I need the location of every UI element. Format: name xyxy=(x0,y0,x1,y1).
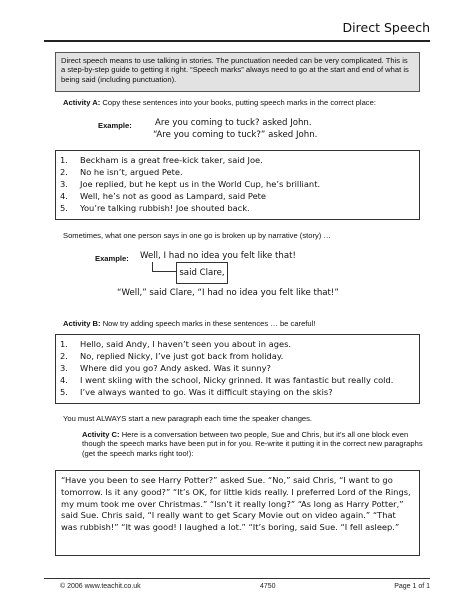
activity-b-label: Activity B: xyxy=(63,319,101,328)
list-item xyxy=(60,374,415,386)
list-item xyxy=(60,338,415,350)
activity-c-instruction xyxy=(82,430,427,458)
activity-b-box xyxy=(55,334,420,404)
item-number: 4. xyxy=(60,191,68,201)
footer-rule xyxy=(44,578,430,579)
item-text: Beckham is a great free-kick taker, said Joe. xyxy=(80,155,263,165)
item-number: 1. xyxy=(60,339,68,349)
narrative-intro: Sometimes, what one person says in one go is broken up by narrative (story) … xyxy=(63,231,332,240)
activity-c-text: Here is a conversation between two people, Sue and Chris, but it’s all one block even though the speech marks have been put in for you. Re-write it putting it in the correct new paragraphs (get the speech marks right too!): xyxy=(82,430,423,458)
activity-c-label: Activity C: xyxy=(82,430,120,439)
activity-b-text: Now try adding speech marks in these sentences … be careful! xyxy=(102,319,316,328)
item-text: I went skiing with the school, Nicky grinned. It was fantastic but really cold. xyxy=(80,375,394,385)
example-label: Example: xyxy=(98,121,132,130)
activity-a-text: Copy these sentences into your books, putting speech marks in the correct place: xyxy=(102,98,376,107)
item-text: Where did you go? Andy asked. Was it sunny? xyxy=(80,363,271,373)
item-number: 3. xyxy=(60,363,68,373)
item-text: Well, he’s not as good as Lampard, said Pete xyxy=(80,191,267,201)
activity-a-label: Activity A: xyxy=(63,98,101,107)
conversation-box: “Have you been to see Harry Potter?” asked Sue. “No,” said Chris, “I want to go tomorrow. Is it any good?” “It’s OK, for little kids really. I preferred Lord of the Rings, my mum took me over Christmas.” “Isn’t it really long?” “As long as Harry Potter,” said Sue. Chris said, “I really want to get Scary Movie out on video again.” “That was rubbish!” “It was good! I laughed a lot.” “It’s boring, said Sue. “I fell asleep.” xyxy=(55,470,420,556)
narrative-example-label: Example: xyxy=(95,254,129,263)
activity-b-instruction xyxy=(63,319,443,328)
list-item xyxy=(60,362,415,374)
item-number: 2. xyxy=(60,167,68,177)
footer xyxy=(44,578,430,594)
footer-copyright: © 2006 www.teachit.co.uk xyxy=(60,583,141,590)
item-number: 2. xyxy=(60,351,68,361)
narrative-example-text: Well, I had no idea you felt like that! xyxy=(140,251,296,261)
narrative-insert-box: said Clare, xyxy=(176,262,228,284)
activity-a-instruction xyxy=(63,98,443,107)
header-rule xyxy=(44,40,430,42)
item-text: Hello, said Andy, I haven’t seen you about in ages. xyxy=(80,339,292,349)
example-before: Are you coming to tuck? asked John. xyxy=(155,118,312,128)
list-item xyxy=(60,202,415,214)
activity-a-box xyxy=(55,150,420,220)
item-number: 5. xyxy=(60,387,68,397)
list-item xyxy=(60,178,415,190)
list-item xyxy=(60,190,415,202)
item-number: 5. xyxy=(60,203,68,213)
item-number: 4. xyxy=(60,375,68,385)
example-after: “Are you coming to tuck?” asked John. xyxy=(153,130,318,140)
item-text: No he isn’t, argued Pete. xyxy=(80,167,183,177)
insert-marker-line xyxy=(152,271,176,272)
item-text: No, replied Nicky, I’ve just got back from holiday. xyxy=(80,351,284,361)
item-text: Joe replied, but he kept us in the World Cup, he’s brilliant. xyxy=(80,179,321,189)
footer-page-number: Page 1 of 1 xyxy=(394,583,430,590)
list-item xyxy=(60,154,415,166)
item-text: You’re talking rubbish! Joe shouted back. xyxy=(80,203,250,213)
list-item xyxy=(60,166,415,178)
item-number: 3. xyxy=(60,179,68,189)
list-item xyxy=(60,350,415,362)
item-text: I’ve always wanted to go. Was it difficult staying on the skis? xyxy=(80,387,333,397)
header xyxy=(44,18,430,40)
item-number: 1. xyxy=(60,155,68,165)
page-title: Direct Speech xyxy=(342,20,430,35)
list-item xyxy=(60,386,415,398)
narrative-result: “Well,” said Clare, “I had no idea you felt like that!” xyxy=(117,288,339,298)
footer-code: 4750 xyxy=(260,583,276,590)
intro-box: Direct speech means to use talking in stories. The punctuation needed can be very complicated. This is a step-by-step guide to getting it right. “Speech marks” always need to go at the start and end of what is being said (including punctuation). xyxy=(55,52,420,92)
paragraph-rule: You must ALWAYS start a new paragraph each time the speaker changes. xyxy=(63,414,313,423)
